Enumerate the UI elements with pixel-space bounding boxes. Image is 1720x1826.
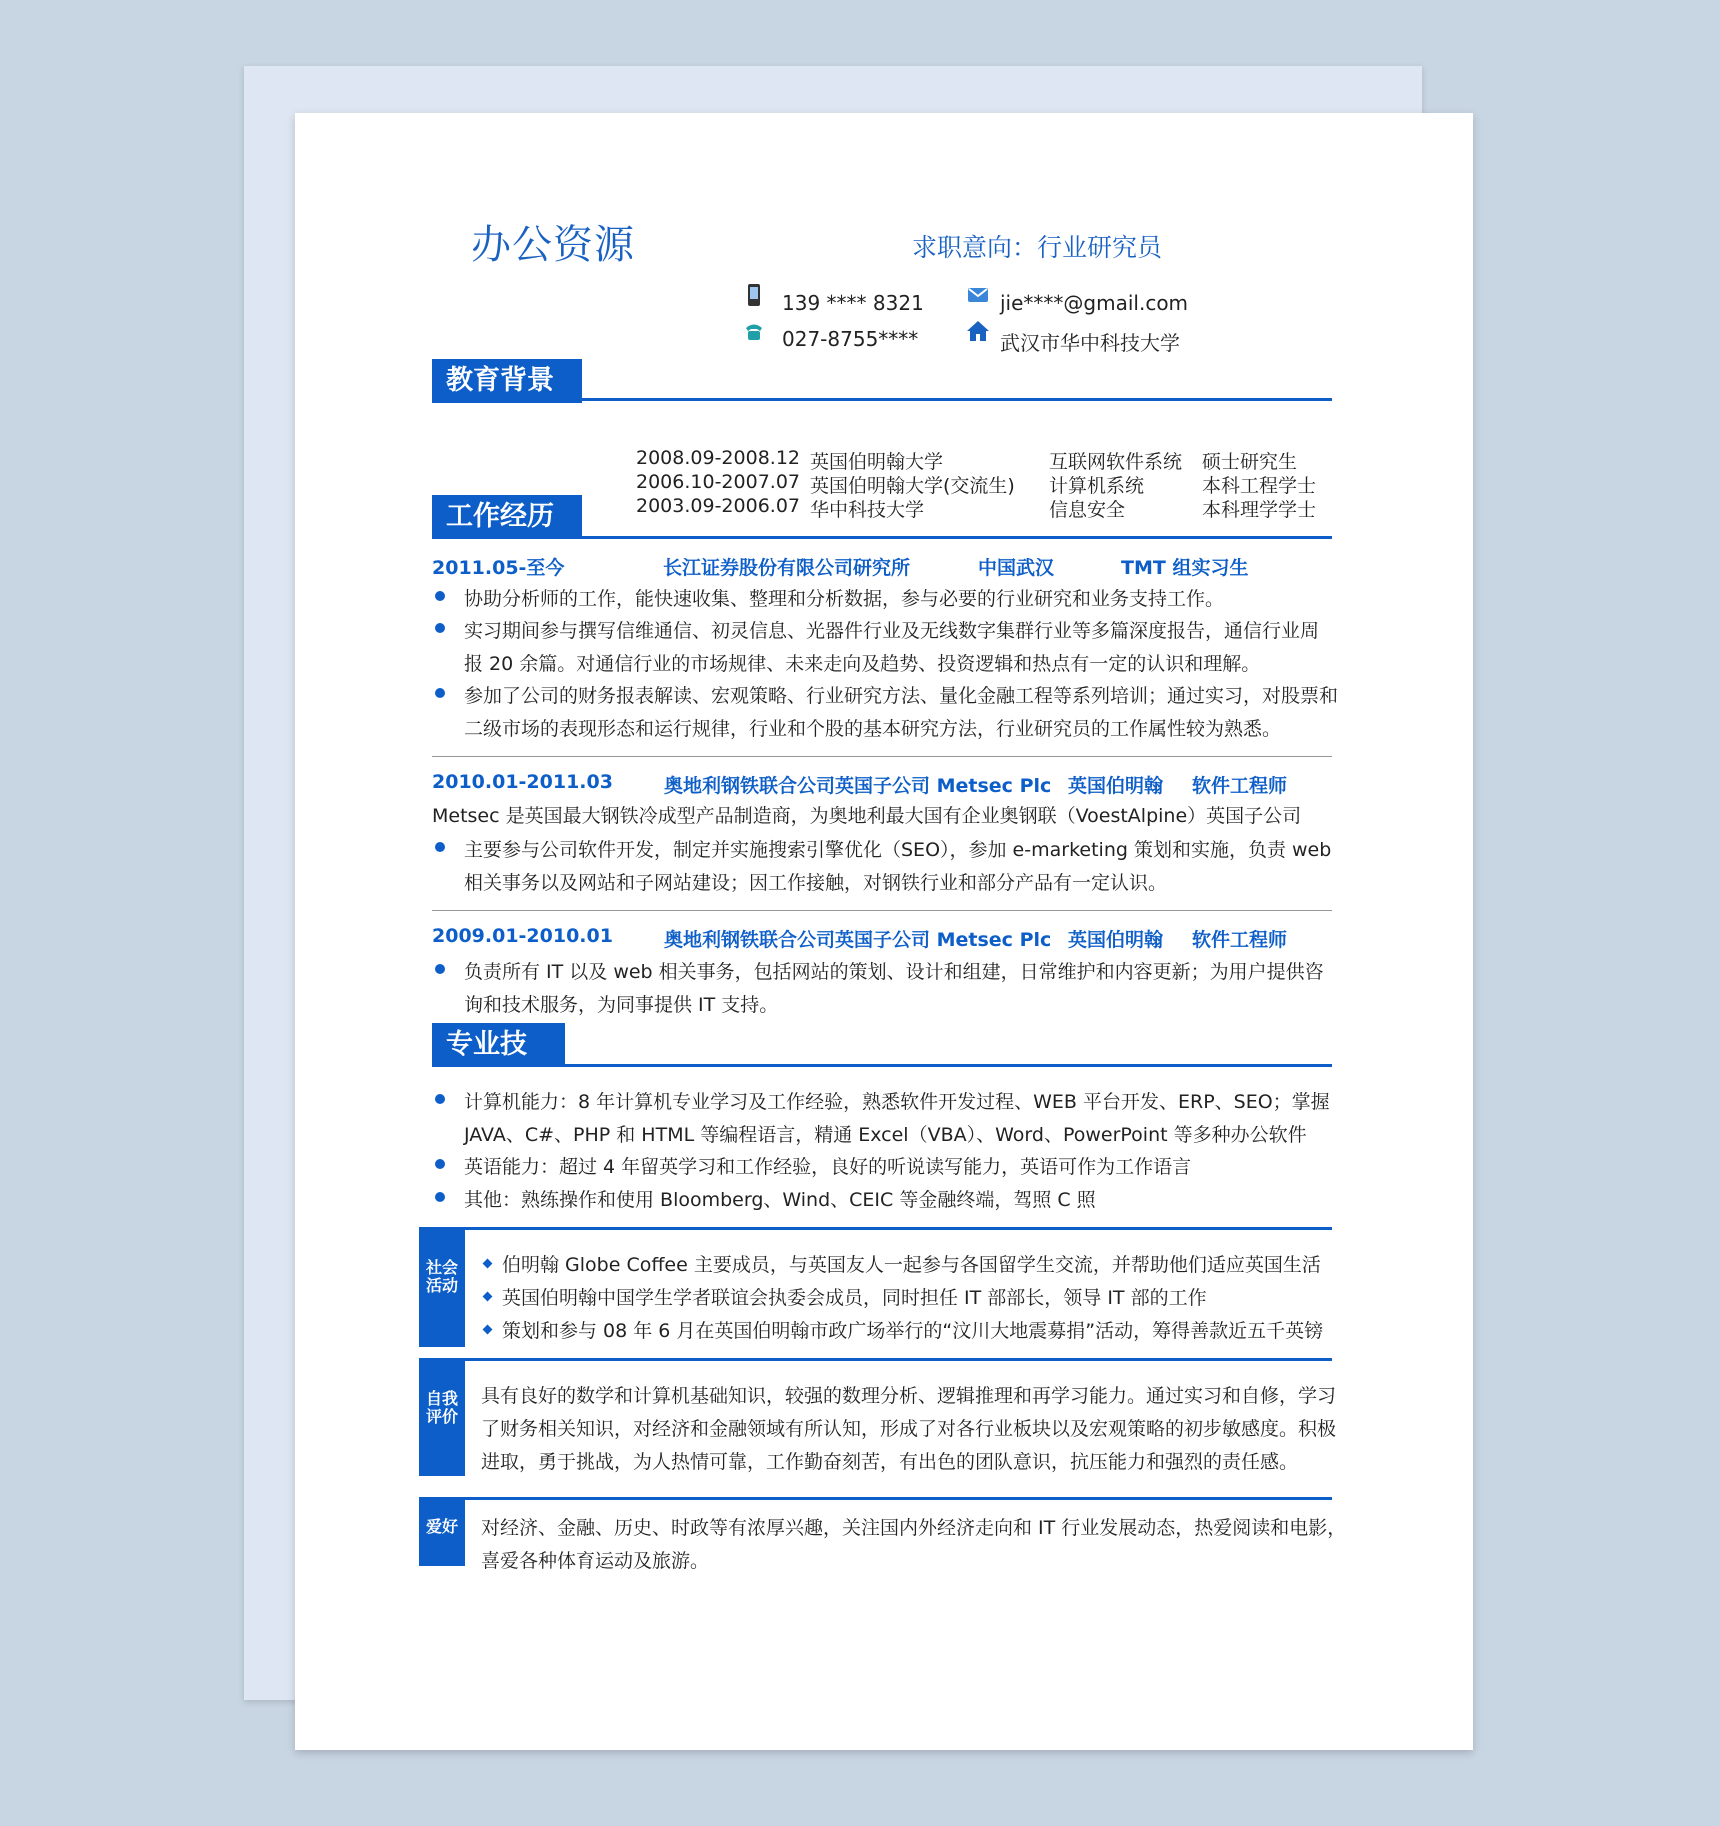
job-bullet-line: 询和技术服务，为同事提供 IT 支持。	[464, 994, 779, 1016]
section-title-work: 工作经历	[432, 495, 582, 539]
job-bullet-line: 实习期间参与撰写信维通信、初灵信息、光器件行业及无线数字集群行业等多篇深度报告，通信行业周	[464, 620, 1320, 642]
job-location: 英国伯明翰	[1068, 775, 1164, 797]
telephone-number: 027-8755****	[782, 327, 919, 351]
social-line: 英国伯明翰中国学生学者联谊会执委会成员，同时担任 IT 部部长，领导 IT 部的工作	[502, 1287, 1207, 1309]
bullet-icon	[435, 842, 445, 852]
email-address: jie****@gmail.com	[1000, 291, 1189, 315]
home-icon	[966, 319, 990, 343]
bullet-icon	[435, 1192, 445, 1202]
job-bullet-line: 二级市场的表现形态和运行规律，行业和个股的基本研究方法，行业研究员的工作属性较为熟悉。	[464, 718, 1282, 740]
job-intent: 求职意向：行业研究员	[912, 233, 1163, 262]
self-eval-line: 了财务相关知识，对经济和金融领域有所认知，形成了对各行业板块以及宏观策略的初步敏感度。积极	[481, 1418, 1337, 1440]
edu-school: 英国伯明翰大学(交流生)	[810, 475, 1015, 497]
bullet-icon	[435, 591, 445, 601]
resume-page	[295, 113, 1473, 1750]
resume-name: 办公资源	[471, 222, 635, 268]
job-period: 2010.01-2011.03	[432, 771, 613, 793]
section-line	[419, 1358, 1332, 1361]
edu-major: 互联网软件系统	[1049, 451, 1183, 473]
section-title-skills: 专业技能	[432, 1023, 565, 1067]
self-eval-line: 进取，勇于挑战，为人热情可靠，工作勤奋刻苦，有出色的团队意识，抗压能力和强烈的责任感。	[481, 1451, 1299, 1473]
job-role: TMT 组实习生	[1121, 557, 1249, 579]
section-title-hobby: 爱好	[425, 1517, 458, 1536]
bullet-icon	[435, 1159, 445, 1169]
skill-line: 其他：熟练操作和使用 Bloomberg、Wind、CEIC 等金融终端，驾照 C 照	[464, 1189, 1096, 1211]
edu-school: 英国伯明翰大学	[810, 451, 944, 473]
section-title-education: 教育背景	[432, 359, 582, 403]
section-title-self-eval: 自我评价	[425, 1389, 458, 1426]
edu-period: 2006.10-2007.07	[636, 471, 800, 493]
social-line: 策划和参与 08 年 6 月在英国伯明翰市政广场举行的“汶川大地震募捐”活动，筹得善款近五千英镑	[502, 1320, 1324, 1342]
job-location: 英国伯明翰	[1068, 929, 1164, 951]
edu-period: 2003.09-2006.07	[636, 495, 800, 517]
bullet-icon	[435, 688, 445, 698]
edu-period: 2008.09-2008.12	[636, 447, 800, 469]
hobby-line: 对经济、金融、历史、时政等有浓厚兴趣，关注国内外经济走向和 IT 行业发展动态，热爱阅读和电影，	[481, 1517, 1347, 1539]
phone-number: 139 **** 8321	[782, 291, 924, 315]
bullet-icon	[435, 1094, 445, 1104]
bullet-icon	[435, 623, 445, 633]
edu-degree: 本科工程学士	[1202, 475, 1317, 497]
bullet-icon	[435, 964, 445, 974]
telephone-icon	[742, 319, 766, 343]
job-period: 2009.01-2010.01	[432, 925, 613, 947]
self-eval-line: 具有良好的数学和计算机基础知识，较强的数理分析、逻辑推理和再学习能力。通过实习和自修，学习	[481, 1385, 1337, 1407]
section-line	[432, 1064, 1332, 1067]
mail-icon	[966, 283, 990, 307]
edu-major: 计算机系统	[1049, 475, 1145, 497]
section-line	[432, 536, 1332, 539]
job-role: 软件工程师	[1192, 775, 1288, 797]
edu-degree: 本科理学学士	[1202, 499, 1317, 521]
section-line	[419, 1227, 1332, 1230]
divider	[432, 910, 1332, 911]
job-location: 中国武汉	[978, 557, 1055, 579]
social-line: 伯明翰 Globe Coffee 主要成员，与英国友人一起参与各国留学生交流，并帮助他们适应英国生活	[502, 1254, 1321, 1276]
job-bullet-line: 协助分析师的工作，能快速收集、整理和分析数据，参与必要的行业研究和业务支持工作。	[464, 588, 1225, 610]
section-title-social: 社会活动	[425, 1258, 458, 1295]
hobby-line: 喜爱各种体育运动及旅游。	[481, 1550, 710, 1572]
job-role: 软件工程师	[1192, 929, 1288, 951]
diamond-bullet-icon	[483, 1259, 493, 1269]
edu-school: 华中科技大学	[810, 499, 925, 521]
company-intro: Metsec 是英国最大钢铁冷成型产品制造商，为奥地利最大国有企业奥钢联（VoestAlpine）英国子公司	[432, 805, 1302, 827]
address: 武汉市华中科技大学	[1000, 331, 1180, 355]
job-period: 2011.05-至今	[432, 557, 565, 579]
edu-degree: 硕士研究生	[1202, 451, 1298, 473]
skill-line: 英语能力：超过 4 年留英学习和工作经验，良好的听说读写能力，英语可作为工作语言	[464, 1156, 1192, 1178]
diamond-bullet-icon	[483, 1325, 493, 1335]
divider	[432, 756, 1332, 757]
section-line	[419, 1497, 1332, 1500]
mobile-phone-icon	[742, 283, 766, 307]
section-line	[432, 398, 1332, 401]
diamond-bullet-icon	[483, 1292, 493, 1302]
job-company: 奥地利钢铁联合公司英国子公司 Metsec Plc	[664, 929, 1052, 951]
job-bullet-line: 参加了公司的财务报表解读、宏观策略、行业研究方法、量化金融工程等系列培训；通过实习，对股票和	[464, 685, 1339, 707]
job-bullet-line: 主要参与公司软件开发，制定并实施搜索引擎优化（SEO），参加 e-marketing 策划和实施，负责 web	[464, 839, 1332, 861]
job-bullet-line: 负责所有 IT 以及 web 相关事务，包括网站的策划、设计和组建，日常维护和内容更新；为用户提供咨	[464, 961, 1324, 983]
job-company: 奥地利钢铁联合公司英国子公司 Metsec Plc	[664, 775, 1052, 797]
skill-line: JAVA、C#、PHP 和 HTML 等编程语言，精通 Excel（VBA）、Word、PowerPoint 等多种办公软件	[464, 1124, 1307, 1146]
job-bullet-line: 相关事务以及网站和子网站建设；因工作接触，对钢铁行业和部分产品有一定认识。	[464, 872, 1168, 894]
edu-major: 信息安全	[1049, 499, 1126, 521]
job-bullet-line: 报 20 余篇。对通信行业的市场规律、未来走向及趋势、投资逻辑和热点有一定的认识和理解。	[464, 653, 1261, 675]
job-company: 长江证券股份有限公司研究所	[663, 557, 911, 579]
skill-line: 计算机能力：8 年计算机专业学习及工作经验，熟悉软件开发过程、WEB 平台开发、ERP、SEO；掌握	[464, 1091, 1330, 1113]
